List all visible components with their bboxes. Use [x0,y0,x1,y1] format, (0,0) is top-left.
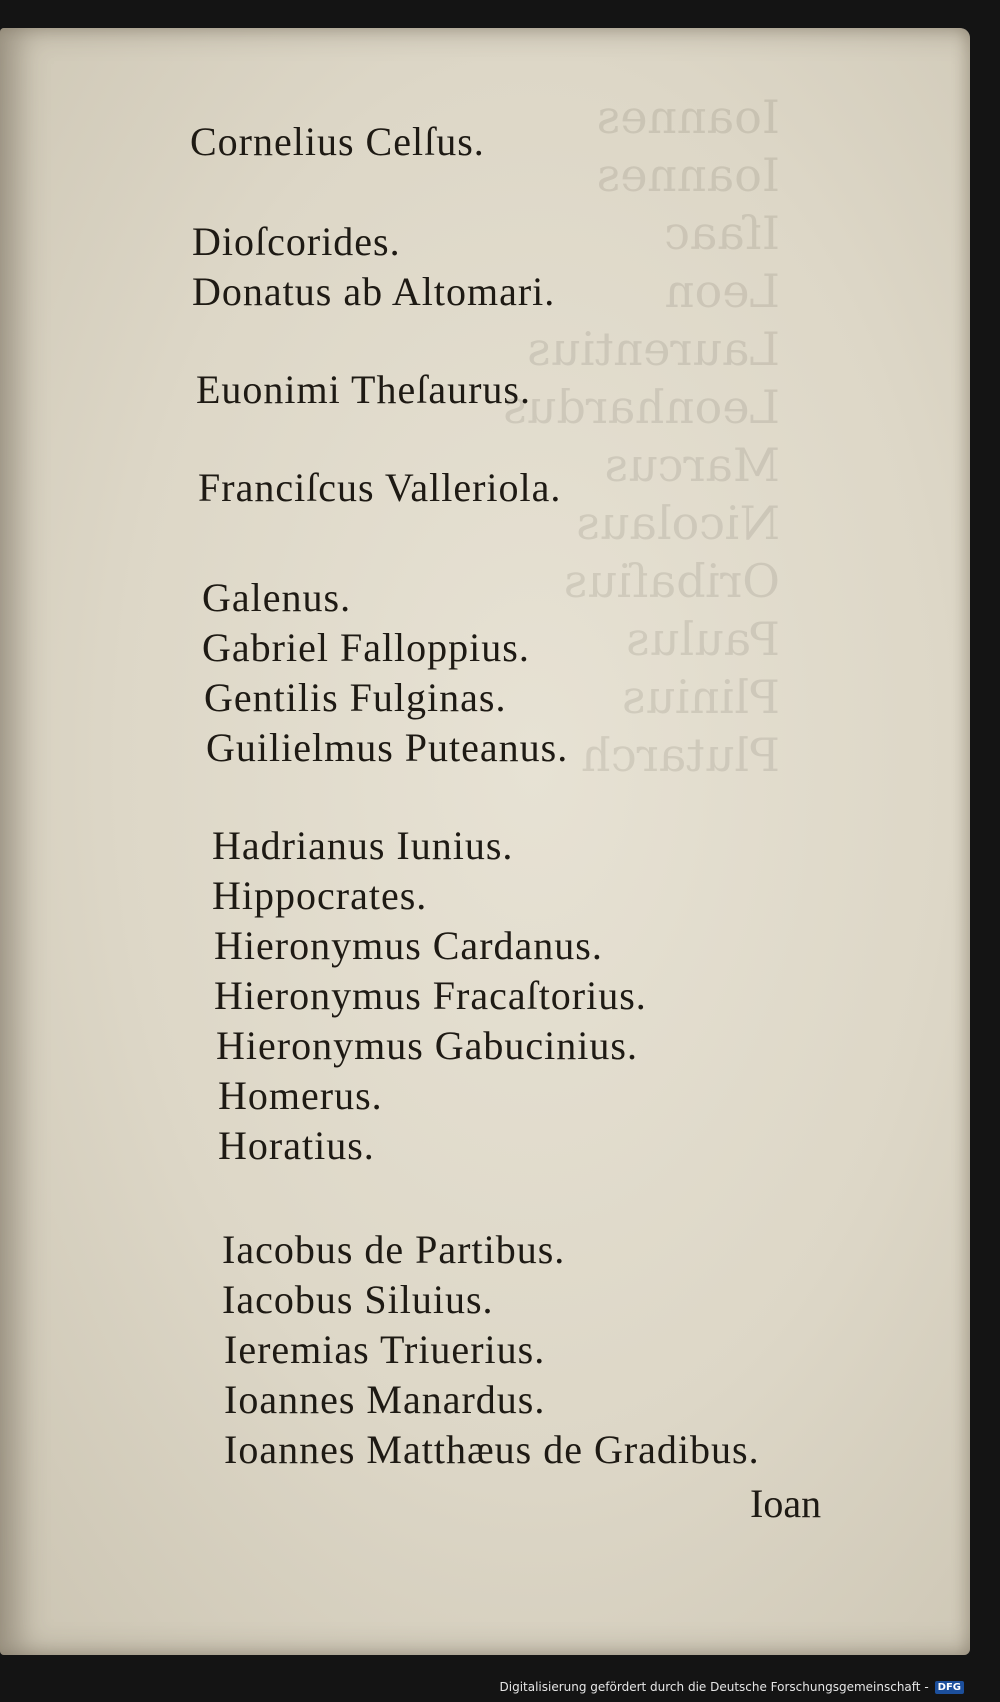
index-entry: Hieronymus Fracaſtorius. [214,973,647,1018]
bleed-through-text: Ioannes Ioannes Iſaac Leon Laurentius Leonhardus Marcus Nicolaus Oribaſius Paulus Plinius Plutarch [503,90,780,782]
index-entry: Ioannes Manardus. [224,1377,546,1422]
index-entry: Iacobus de Partibus. [222,1227,566,1272]
dfg-logo-icon: DFG [935,1681,964,1694]
index-entry: Hieronymus Cardanus. [214,923,603,968]
index-entry: Guilielmus Puteanus. [206,725,569,770]
index-entry: Hadrianus Iunius. [212,823,514,868]
index-entry: Hippocrates. [212,873,428,918]
index-entry: Franciſcus Valleriola. [198,465,562,510]
index-entry: Ieremias Triuerius. [224,1327,546,1372]
index-entry: Galenus. [202,575,352,620]
footer-text: Digitalisierung gefördert durch die Deutsche Forschungsgemeinschaft - [499,1680,929,1694]
index-entry: Gentilis Fulginas. [204,675,507,720]
index-entry: Iacobus Siluius. [222,1277,494,1322]
catchword: Ioan [750,1481,822,1526]
index-entry: Homerus. [218,1073,383,1118]
index-entry: Cornelius Celſus. [190,119,485,164]
index-entry: Horatius. [218,1123,375,1168]
index-entry: Euonimi Theſaurus. [196,367,531,412]
index-entry: Dioſcorides. [192,219,401,264]
index-entry: Donatus ab Altomari. [192,269,556,314]
funding-footer [500,1680,965,1694]
index-entry: Ioannes Matthæus de Gradibus. [224,1427,760,1472]
index-entry: Hieronymus Gabucinius. [216,1023,638,1068]
index-entry: Gabriel Falloppius. [202,625,530,670]
